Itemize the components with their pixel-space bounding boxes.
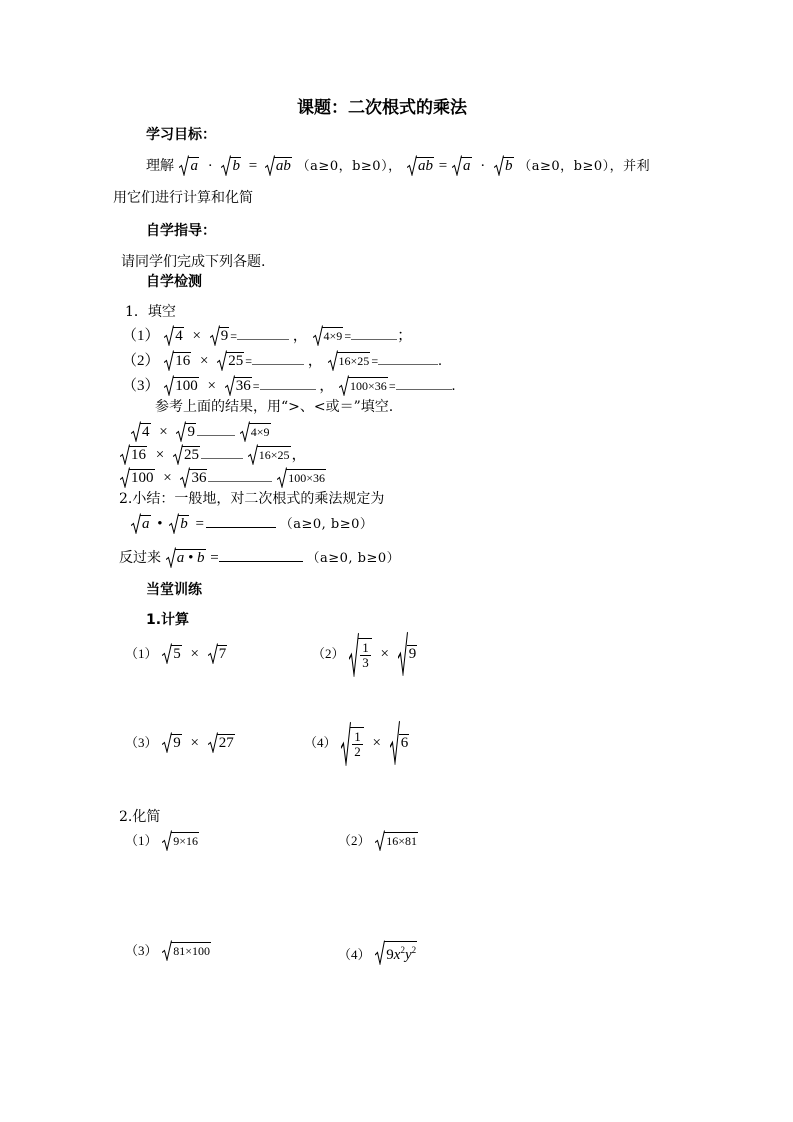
radical-sign-icon: [120, 444, 130, 465]
radical-sign-icon: [208, 643, 218, 664]
square-root: 100×36: [277, 468, 326, 488]
radical-sign-icon: [349, 632, 359, 677]
reverse-label: 反过来: [119, 550, 161, 566]
radical-sign-icon: [162, 732, 172, 753]
calc-item-3: （3） 9 × 27: [125, 733, 236, 753]
radical-sign-icon: [390, 720, 400, 765]
practice-q2: 2.化简: [119, 809, 161, 825]
radical-sign-icon: [131, 513, 141, 534]
fill-row-3: （3） 100 × 36 = ， 100×36 = .: [122, 375, 455, 396]
radical-sign-icon: [225, 375, 235, 396]
calc-item-1: （1） 5 × 7: [125, 644, 228, 664]
radical-sign-icon: [217, 350, 227, 371]
square-root: $\frac{1}{3}$: [349, 633, 372, 677]
radical-sign-icon: [375, 940, 385, 965]
radical-sign-icon: [210, 325, 220, 346]
square-root: 6: [390, 721, 410, 765]
simp-item-2: （2） 16×81: [338, 831, 419, 851]
answer-blank[interactable]: [396, 375, 452, 390]
radical-sign-icon: [240, 421, 250, 442]
check-heading: 自学检测: [146, 274, 202, 290]
answer-blank[interactable]: [351, 325, 397, 340]
square-root: 25: [217, 351, 244, 371]
reverse-blank[interactable]: [219, 547, 303, 562]
radical-sign-icon: [162, 940, 172, 961]
square-root: 4×9: [313, 326, 344, 346]
compare-instruction: 参考上面的结果，用“>、<或＝”填空.: [155, 399, 394, 415]
compare-blank[interactable]: [197, 421, 235, 436]
compare-row-2: 16 × 25 16×25 ，: [119, 444, 307, 465]
radical-sign-icon: [164, 325, 174, 346]
simp-item-1: （1） 9×16: [125, 831, 200, 851]
square-root: 27: [208, 733, 235, 753]
goals-heading: 学习目标：: [146, 127, 216, 143]
square-root: 81×100: [162, 941, 211, 961]
goals-cond-1: （a≥0，b≥0），: [296, 159, 402, 174]
radical-sign-icon: [277, 467, 287, 488]
radical-sign-icon: [328, 350, 338, 371]
radical-sign-icon: [179, 155, 189, 176]
radical-sign-icon: [494, 155, 504, 176]
radical-sign-icon: [407, 155, 417, 176]
square-root: 4×9: [240, 422, 271, 442]
simp-item-4: （4） $9x^2y^2$: [338, 941, 418, 965]
reverse-cond: （a≥0, b≥0）: [306, 551, 401, 566]
square-root: 100: [120, 468, 155, 488]
summary-text: 2.小结：一般地，对二次根式的乘法规定为: [119, 491, 385, 507]
radical-sign-icon: [166, 547, 176, 568]
square-root: 16×25: [328, 351, 371, 371]
radical-sign-icon: [162, 830, 172, 851]
reverse-formula: 反过来 a • b = （a≥0, b≥0）: [119, 547, 400, 569]
radical-sign-icon: [176, 421, 186, 442]
compare-row-3: 100 × 36 100×36: [119, 467, 327, 488]
sqrt-ab: ab: [265, 156, 292, 176]
radical-sign-icon: [375, 830, 385, 851]
calc-item-4: （4） $\frac{1}{2}$ × 6: [304, 721, 410, 766]
sqrt-b: b: [221, 156, 241, 176]
square-root: 16×81: [375, 831, 418, 851]
summary-cond: （a≥0, b≥0）: [279, 517, 374, 532]
square-root: 9: [398, 632, 418, 676]
goals-prefix: 理解: [146, 158, 174, 174]
calc-item-2: （2） $\frac{1}{3}$ × 9: [312, 632, 418, 677]
summary-blank[interactable]: [206, 513, 276, 528]
square-root: 100×36: [339, 376, 388, 396]
answer-blank[interactable]: [378, 350, 438, 365]
goals-cond-2: （a≥0，b≥0），并利: [518, 159, 651, 174]
summary-formula: a • b = （a≥0, b≥0）: [130, 513, 373, 535]
answer-blank[interactable]: [260, 375, 316, 390]
sqrt-a: a: [179, 156, 199, 176]
sqrt-b-2: b: [494, 156, 514, 176]
square-root: $9x^2y^2$: [375, 941, 417, 965]
radical-sign-icon: [162, 643, 172, 664]
practice-heading: 当堂训练: [146, 582, 202, 598]
sqrt-a-2: a: [452, 156, 472, 176]
radical-sign-icon: [452, 155, 462, 176]
square-root: 9: [162, 733, 182, 753]
page-title: 课题：二次根式的乘法: [297, 98, 467, 118]
radical-sign-icon: [208, 732, 218, 753]
row-label: （3）: [122, 378, 160, 394]
compare-row-1: 4 × 9 4×9: [130, 421, 272, 442]
radical-sign-icon: [164, 375, 174, 396]
square-root: 16: [164, 351, 191, 371]
square-root: b: [169, 514, 189, 534]
radical-sign-icon: [248, 444, 258, 465]
square-root: 9: [210, 326, 230, 346]
radical-sign-icon: [313, 325, 323, 346]
square-root: 36: [225, 376, 252, 396]
square-root: a • b: [166, 548, 206, 568]
radical-sign-icon: [180, 467, 190, 488]
simp-item-3: （3） 81×100: [125, 941, 212, 961]
fill-row-2: （2） 16 × 25 = ， 16×25 = .: [122, 350, 442, 371]
square-root: 16: [120, 445, 147, 465]
practice-q1: 1.计算: [146, 612, 190, 628]
radical-sign-icon: [173, 444, 183, 465]
square-root: 4: [131, 422, 151, 442]
radical-sign-icon: [339, 375, 349, 396]
square-root: 9×16: [162, 831, 199, 851]
square-root: 25: [173, 445, 200, 465]
radical-sign-icon: [398, 631, 408, 676]
check-q1: 1．填空: [125, 304, 176, 320]
square-root: a: [131, 514, 151, 534]
fill-row-1: （1） 4 × 9 = ， 4×9 = ；: [122, 325, 412, 346]
goals-line2: 用它们进行计算和化简: [113, 190, 253, 206]
radical-sign-icon: [164, 350, 174, 371]
radical-sign-icon: [221, 155, 231, 176]
guide-text: 请同学们完成下列各题.: [121, 254, 266, 270]
square-root: 4: [164, 326, 184, 346]
compare-blank[interactable]: [208, 467, 272, 482]
sqrt-ab-2: ab: [407, 156, 434, 176]
square-root: 36: [180, 468, 207, 488]
square-root: 5: [162, 644, 182, 664]
square-root: 100: [164, 376, 199, 396]
radical-sign-icon: [341, 721, 351, 766]
radical-sign-icon: [265, 155, 275, 176]
radical-sign-icon: [169, 513, 179, 534]
answer-blank[interactable]: [252, 350, 304, 365]
square-root: 9: [176, 422, 196, 442]
row-label: （1）: [122, 328, 160, 344]
radical-sign-icon: [131, 421, 141, 442]
square-root: 16×25: [248, 445, 291, 465]
compare-blank[interactable]: [201, 444, 243, 459]
square-root: $\frac{1}{2}$: [341, 722, 364, 766]
row-label: （2）: [122, 353, 160, 369]
answer-blank[interactable]: [237, 325, 289, 340]
radical-sign-icon: [120, 467, 130, 488]
goals-line1: 理解 a · b = ab （a≥0，b≥0）， ab = a · b （a≥0，b≥0），并利: [146, 156, 650, 177]
square-root: 7: [208, 644, 228, 664]
guide-heading: 自学指导：: [146, 223, 216, 239]
